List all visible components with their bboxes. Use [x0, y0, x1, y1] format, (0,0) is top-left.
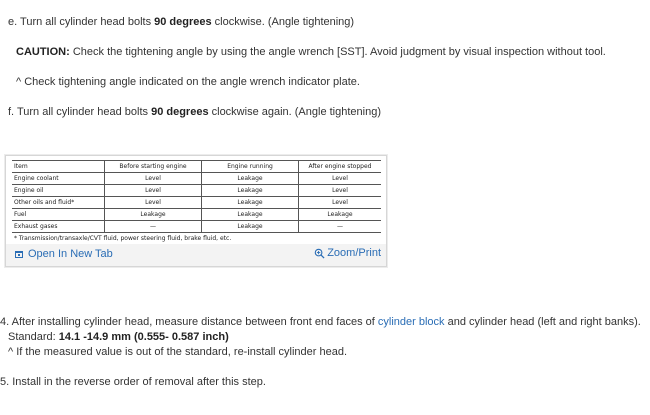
standard-spec	[8, 330, 229, 344]
table-cell: Leakage	[202, 221, 299, 233]
table-cell: Fuel	[12, 209, 105, 221]
table-cell: —	[299, 221, 382, 233]
table-cell: Exhaust gases	[12, 221, 105, 233]
standard-value: 14.1 -14.9 mm (0.555- 0.587 inch)	[58, 331, 229, 343]
step-e-text: e. Turn all cylinder head bolts	[8, 16, 155, 28]
table-row	[12, 209, 381, 221]
table-cell: Level	[105, 185, 202, 197]
table-cell: Leakage	[202, 209, 299, 221]
table-row	[12, 185, 381, 197]
column-header: After engine stopped	[299, 161, 382, 173]
table-footnote: * Transmission/transaxle/CVT fluid, power steering fluid, brake fluid, etc.	[14, 235, 232, 242]
column-header: Item	[12, 161, 105, 173]
table-cell: Leakage	[105, 209, 202, 221]
inspection-table	[12, 160, 381, 233]
cylinder-block-link[interactable]: cylinder block	[377, 316, 445, 328]
table-cell: Level	[299, 197, 382, 209]
step-e-angle: 90 degrees	[154, 16, 212, 28]
step-f-angle: 90 degrees	[151, 106, 209, 118]
table-cell: Engine coolant	[12, 173, 105, 185]
zoom-print-link[interactable]	[314, 247, 381, 259]
standard-label: Standard:	[8, 331, 59, 343]
step-5: 5. Install in the reverse order of removal after this step.	[0, 376, 266, 388]
step-f-suffix: clockwise again. (Angle tightening)	[208, 106, 381, 118]
table-cell: Leakage	[202, 173, 299, 185]
zoom-print-label: Zoom/Print	[327, 247, 381, 259]
table-cell: Level	[105, 173, 202, 185]
table-cell: Leakage	[202, 197, 299, 209]
table-header-row	[12, 161, 381, 173]
figure-toolbar	[6, 244, 386, 266]
column-header: Before starting engine	[105, 161, 202, 173]
table-cell: Level	[105, 197, 202, 209]
step-f-text: f. Turn all cylinder head bolts	[8, 106, 152, 118]
table-cell: Level	[299, 185, 382, 197]
table-row	[12, 173, 381, 185]
caution-note	[16, 45, 606, 59]
open-in-new-tab-label: Open In New Tab	[28, 248, 113, 260]
step-4-suffix: and cylinder head (left and right banks).	[444, 316, 641, 328]
column-header: Engine running	[202, 161, 299, 173]
table-cell: Leakage	[202, 185, 299, 197]
open-in-new-tab-link[interactable]	[15, 248, 113, 260]
step-4-text: 4. After installing cylinder head, measure distance between front end faces of	[0, 316, 378, 328]
caution-label: CAUTION:	[16, 46, 70, 58]
table-cell: Other oils and fluid*	[12, 197, 105, 209]
hint-note: ^ Check tightening angle indicated on the angle wrench indicator plate.	[16, 76, 360, 88]
step-e-suffix: clockwise. (Angle tightening)	[211, 16, 355, 28]
new-tab-icon	[15, 251, 23, 258]
step-4	[0, 315, 641, 329]
table-cell: Level	[299, 173, 382, 185]
step-e	[8, 15, 354, 29]
table-cell: —	[105, 221, 202, 233]
out-of-standard-note: ^ If the measured value is out of the standard, re-install cylinder head.	[8, 346, 348, 358]
table-cell: Engine oil	[12, 185, 105, 197]
table-row	[12, 221, 381, 233]
table-row	[12, 197, 381, 209]
table-cell: Leakage	[299, 209, 382, 221]
zoom-in-icon	[314, 248, 325, 259]
step-f	[8, 105, 381, 119]
caution-text: Check the tightening angle by using the angle wrench [SST]. Avoid judgment by visual inspection without tool.	[69, 46, 606, 58]
inspection-figure	[5, 155, 387, 267]
